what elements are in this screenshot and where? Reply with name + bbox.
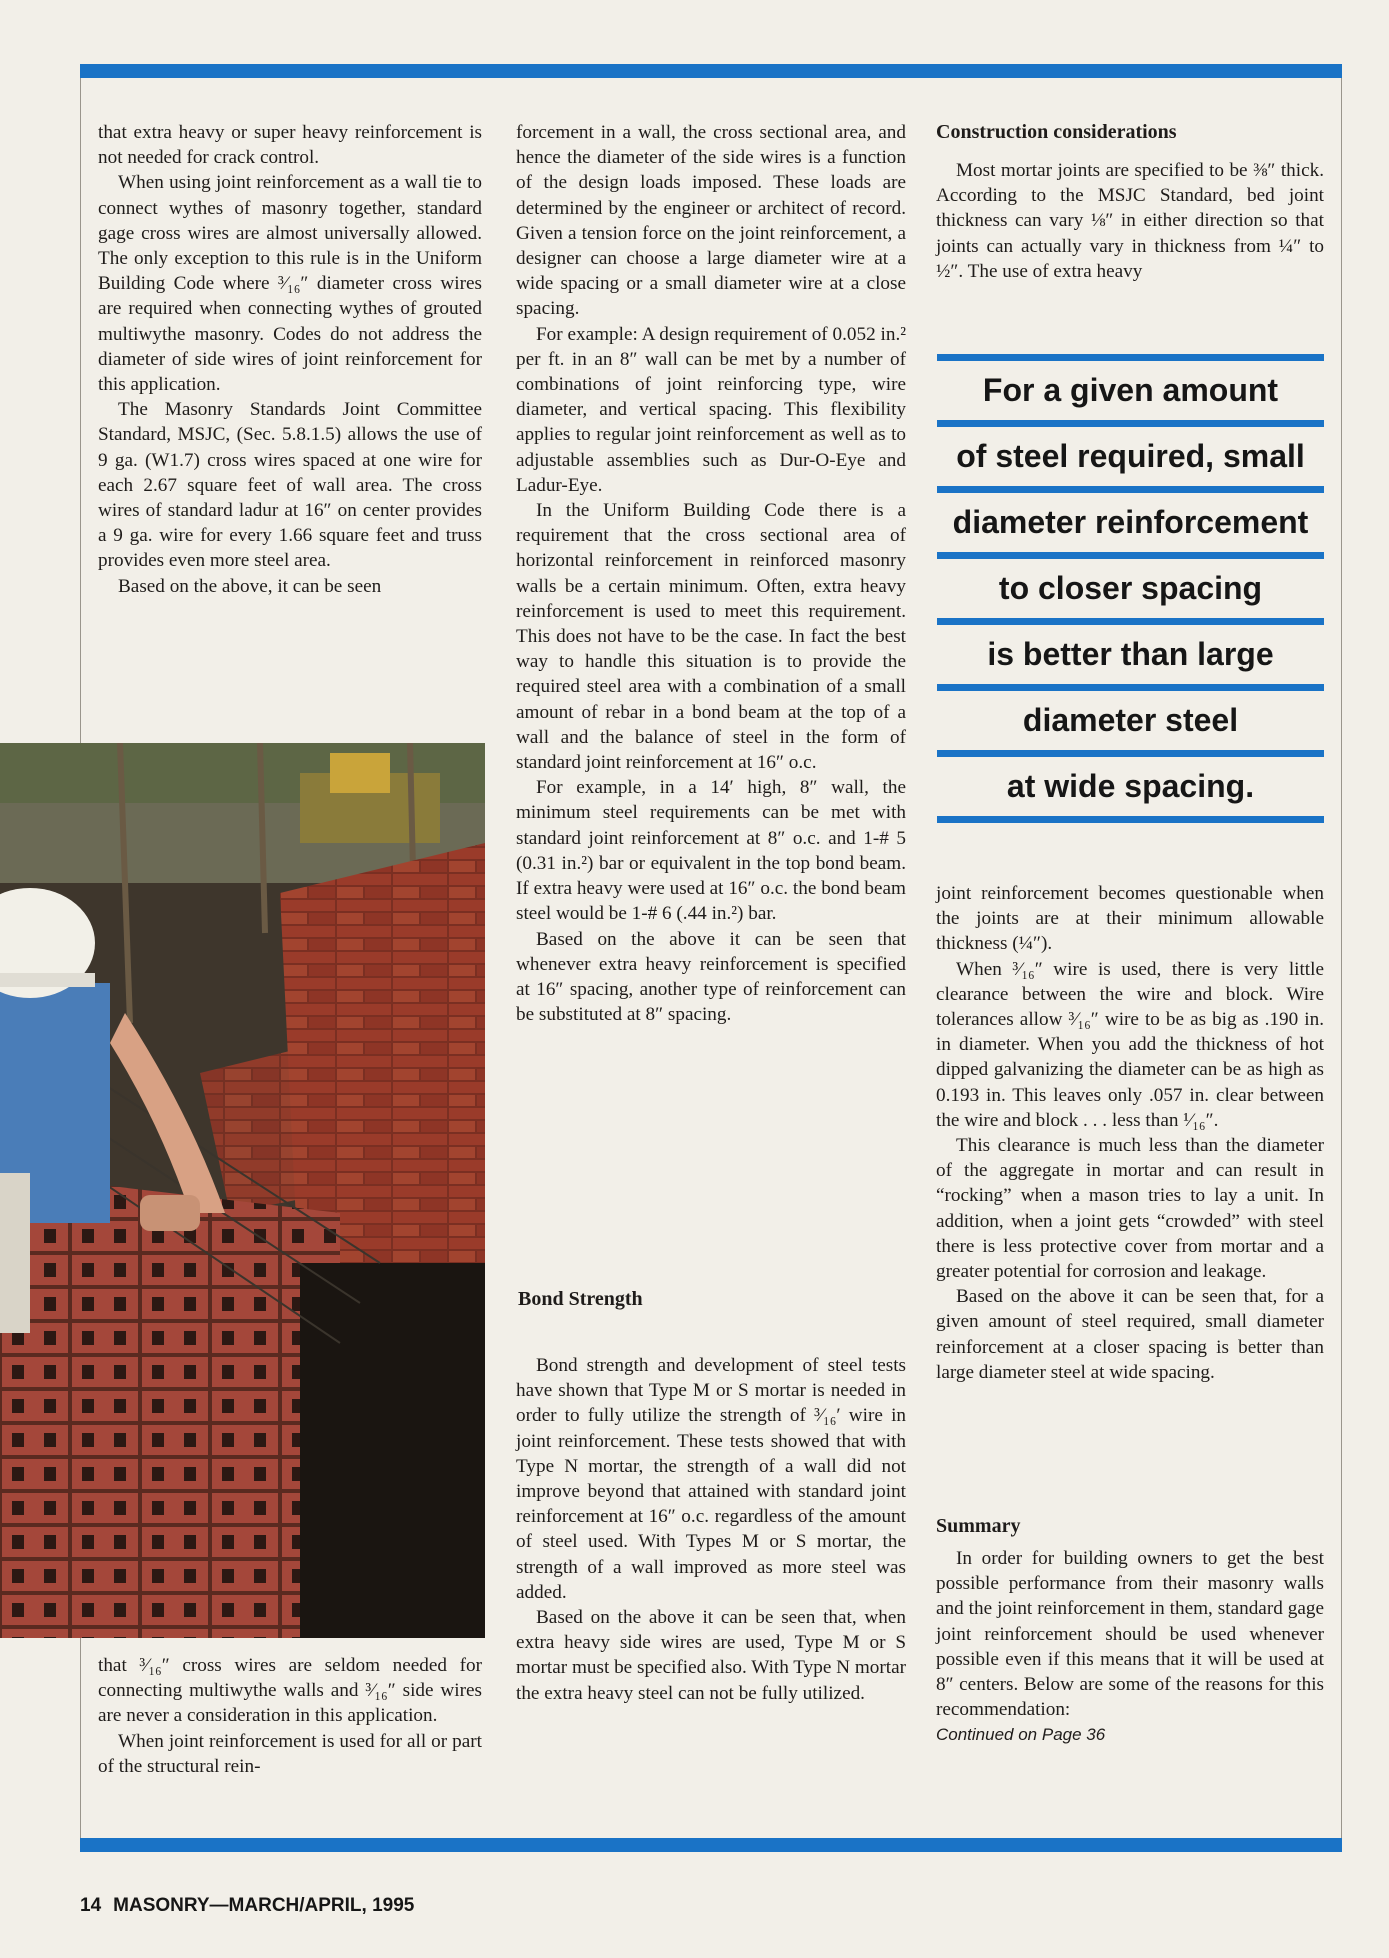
paragraph: forcement in a wall, the cross sectional area, and hence the diameter of the side wires is a function of the design loads imposed. These loads are determined by the engineer or architect of record. Given a tension force on the joint reinforcement, a designer can choose a large diameter wire at a wide spacing or a small diameter wire at a close spacing. xyxy=(516,122,906,320)
paragraph: Based on the above, it can be seen xyxy=(118,575,382,597)
column-3-bottom xyxy=(936,1546,1324,1748)
paragraph: joint reinforcement becomes questionable when the joints are at their minimum allowable thickness (¼″). xyxy=(936,883,1324,955)
paragraph: When ³⁄₁₆″ wire is used, there is very little clearance between the wire and block. Wire tolerances allow ³⁄₁₆″ wire to be as big as .190 in. in diameter. When you add the thickness of hot dipped galvanizing the diameter can be as high as 0.193 in. This leaves only .057 in. clear between the wire and block . . . less than ¹⁄₁₆″. xyxy=(936,958,1324,1131)
paragraph: When joint reinforcement is used for all or part of the structural rein- xyxy=(98,1730,482,1777)
page-footer xyxy=(80,1895,414,1917)
page-number: 14 xyxy=(80,1895,102,1916)
paragraph: Based on the above it can be seen that whenever extra heavy reinforcement is specified at 16″ spacing, another type of reinforcement can be substituted at 8″ spacing. xyxy=(516,928,906,1026)
paragraph: Based on the above it can be seen that, when extra heavy side wires are used, Type M or S mortar must be specified also. With Type N mortar the extra heavy steel can not be fully utilized. xyxy=(516,1607,906,1704)
column-1-bottom xyxy=(98,1653,482,1779)
paragraph: Most mortar joints are specified to be ⅜″ thick. According to the MSJC Standard, bed joint thickness can vary ⅛″ in either direction so that joints can actually vary in thickness from ¼″ to ½″. The use of extra heavy xyxy=(936,160,1324,282)
paragraph: When using joint reinforcement as a wall tie to connect wythes of masonry together, standard gage cross wires are almost universally allowed. The only exception to this rule is in the Uniform Building Code where ³⁄₁₆″ diameter cross wires are required when connecting wythes of grouted multiwythe masonry. Codes do not address the diameter of side wires of joint reinforcement for this application. xyxy=(98,172,482,396)
pull-quote-line: For a given amount xyxy=(982,372,1279,408)
paragraph: For example: A design requirement of 0.052 in.² per ft. in an 8″ wall can be met by a number of combinations of joint reinforcing type, wire diameter, and vertical spacing. This flexibility applies to regular joint reinforcement as well as to adjustable assemblies such as Dur-O-Eye and Ladur-Eye. xyxy=(516,323,906,496)
top-blue-rule xyxy=(80,64,1342,78)
column-2-top xyxy=(516,120,906,1027)
paragraph: For example, in a 14′ high, 8″ wall, the minimum steel requirements can be met with standard joint reinforcement at 8″ o.c. and 1-# 5 (0.31 in.²) bar or equivalent in the top bond beam. If extra heavy were used at 16″ o.c. the bond beam steel would be 1-# 6 (.44 in.²) bar. xyxy=(516,777,906,925)
heading-summary: Summary xyxy=(936,1515,1021,1537)
paragraph: This clearance is much less than the diameter of the aggregate in mortar and can result in “rocking” when a mason tries to lay a unit. In addition, when a joint gets “crowded” with steel there is less protective cover from mortar and a greater potential for corrosion and leakage. xyxy=(936,1135,1324,1283)
paragraph: In the Uniform Building Code there is a requirement that the cross sectional area of horizontal reinforcement in reinforced masonry walls be a certain minimum. Often, extra heavy reinforcement is used to meet this requirement. This does not have to be the case. In fact the best way to handle this situation is to provide the required steel area with a combination of a small amount of rebar in a bond beam at the top of a wall and the balance of steel in the form of standard joint reinforcement at 16″ o.c. xyxy=(516,500,906,774)
pull-quote-line: diameter reinforcement xyxy=(952,504,1309,540)
paragraph: Bond strength and development of steel tests have shown that Type M or S mortar is needed in order to fully utilize the strength of ³⁄₁₆′ wire in joint reinforcement. These tests showed that with Type N mortar, the strength of a wall did not improve beyond that attained with standard joint reinforcement at 16″ o.c. regardless of the amount of steel used. With Types M or S mortar, the strength of a wall improved as more steel was added. xyxy=(516,1355,906,1603)
pull-quote-line: of steel required, small xyxy=(956,438,1305,474)
continued-note: Continued on Page 36 xyxy=(936,1725,1106,1745)
bottom-blue-rule xyxy=(80,1838,1342,1852)
pull-quote-rule xyxy=(937,552,1324,559)
pull-quote-line: diameter steel xyxy=(1022,702,1239,738)
column-2-bottom xyxy=(516,1353,906,1706)
pull-quote-line: at wide spacing. xyxy=(1006,768,1255,804)
paragraph: that extra heavy or super heavy reinforcement is not needed for crack control. xyxy=(98,122,482,169)
heading-bond-strength: Bond Strength xyxy=(518,1288,643,1310)
paragraph: In order for building owners to get the best possible performance from their masonry walls and the joint reinforcement in them, standard gage joint reinforcement should be used whenever possible even if this means that it will be used at 8″ centers. Below are some of the reasons for this recommendation: xyxy=(936,1548,1324,1721)
pull-quote-rule xyxy=(937,486,1324,493)
pull-quote-line: to closer spacing xyxy=(998,570,1263,606)
pull-quote-rule xyxy=(937,816,1324,823)
right-frame-line xyxy=(1341,78,1342,1838)
pull-quote-line: is better than large xyxy=(987,636,1274,672)
pull-quote-rule xyxy=(937,354,1324,361)
pull-quote-rule xyxy=(937,684,1324,691)
masonry-construction-photo xyxy=(0,743,485,1638)
column-3-top xyxy=(936,158,1324,284)
pull-quote xyxy=(937,354,1324,823)
column-3-middle xyxy=(936,881,1324,1385)
pull-quote-rule xyxy=(937,618,1324,625)
heading-construction-considerations: Construction considerations xyxy=(936,121,1177,143)
paragraph: that ³⁄₁₆″ cross wires are seldom needed for connecting multiwythe walls and ³⁄₁₆″ side wires are never a consideration in this application. xyxy=(98,1655,482,1727)
pull-quote-rule xyxy=(937,420,1324,427)
publication-info: MASONRY—MARCH/APRIL, 1995 xyxy=(113,1895,415,1916)
pull-quote-rule xyxy=(937,750,1324,757)
column-1-top xyxy=(98,120,482,599)
paragraph: Based on the above it can be seen that, for a given amount of steel required, small diameter reinforcement at a closer spacing is better than large diameter steel at wide spacing. xyxy=(936,1286,1324,1383)
paragraph: The Masonry Standards Joint Committee Standard, MSJC, (Sec. 5.8.1.5) allows the use of 9 ga. (W1.7) cross wires spaced at one wire for each 2.67 square feet of wall area. The cross wires of standard ladur at 16″ on center provides a 9 ga. wire for every 1.66 square feet and truss provides even more steel area. xyxy=(98,399,482,572)
